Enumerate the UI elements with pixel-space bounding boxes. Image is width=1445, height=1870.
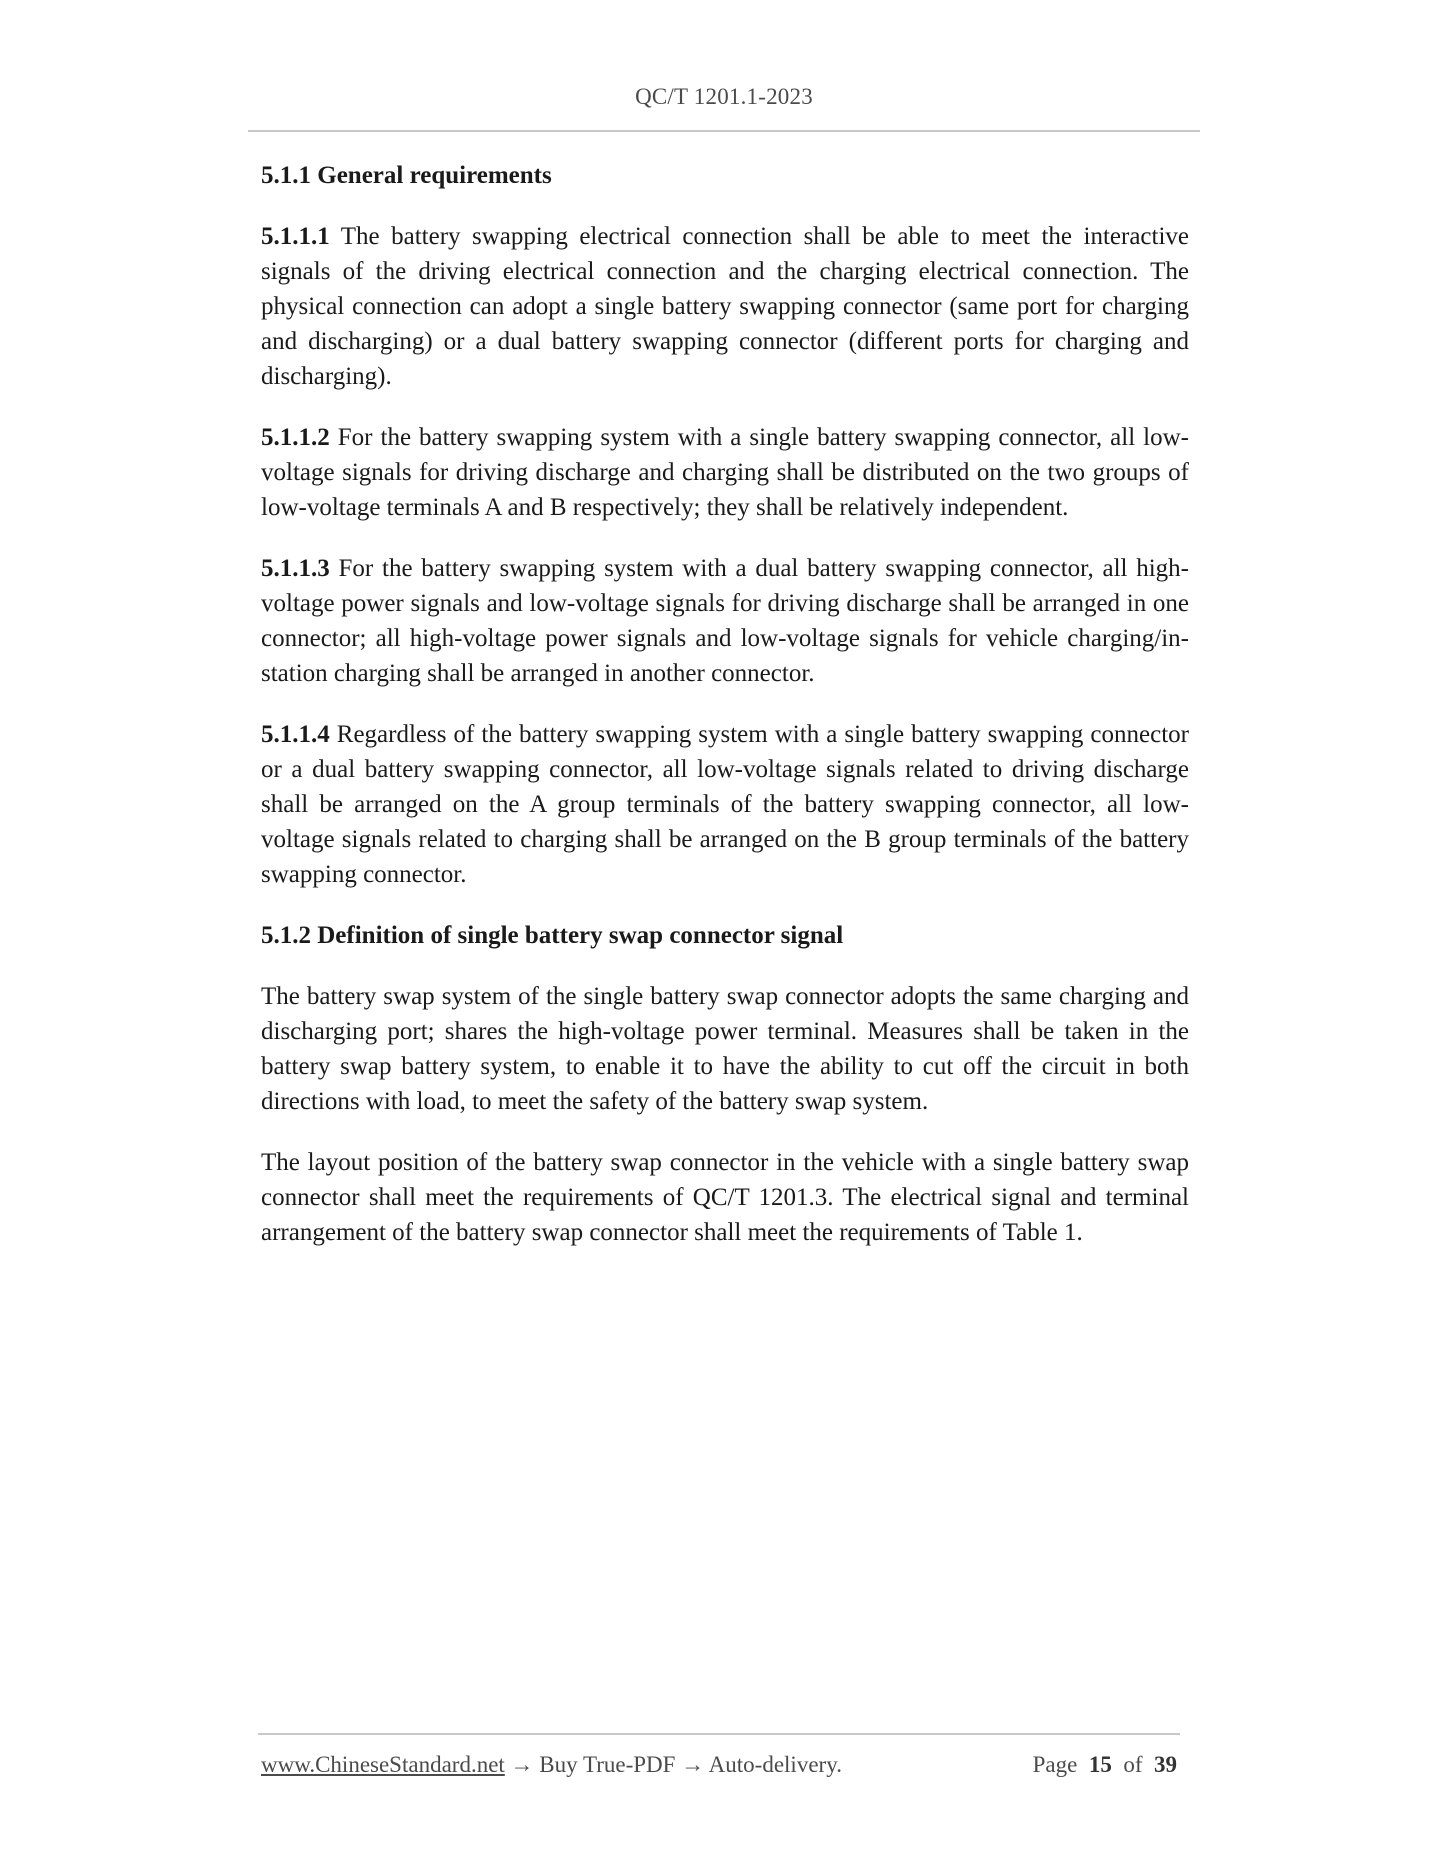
footer-promo: [261, 1752, 842, 1778]
paragraph-single-connector: The battery swap system of the single battery swap connector adopts the same charging and discharging port; shares the high-voltage power terminal. Measures shall be taken in the battery swap battery system, to enable it to have the ability to cut off the circuit in both directions with load, to meet the safety of the battery swap system.: [261, 983, 1189, 1115]
clause-5-1-1-4: [261, 717, 1189, 892]
page-footer: [261, 1752, 1180, 1784]
total-pages: 39: [1154, 1752, 1177, 1777]
arrow-icon: →: [504, 1752, 540, 1777]
clause-5-1-1-3: [261, 551, 1189, 691]
clause-number: 5.1.1.4: [261, 721, 330, 748]
clause-text: The battery swapping electrical connection shall be able to meet the interactive signals of the driving electrical connection and the charging electrical connection. The physical connection can adopt a single battery swapping connector (same port for charging and discharging) or a dual battery swapping connector (different ports for charging and discharging).: [261, 223, 1189, 390]
page-header-title: QC/T 1201.1-2023: [635, 84, 813, 109]
website-link[interactable]: www.ChineseStandard.net: [261, 1752, 505, 1777]
clause-text: Regardless of the battery swapping system with a single battery swapping connector or a dual battery swapping connector, all low-voltage signals related to driving discharge shall be arranged on the A group terminals of the battery swapping connector, all low-voltage signals related to charging shall be arranged on the B group terminals of the battery swapping connector.: [261, 721, 1189, 888]
section-heading-5-1-2: 5.1.2 Definition of single battery swap connector signal: [261, 922, 844, 949]
of-label: of: [1123, 1752, 1143, 1777]
arrow-icon: →: [675, 1752, 709, 1777]
page-label: Page: [1032, 1752, 1078, 1777]
clause-number: 5.1.1.1: [261, 223, 330, 250]
paragraph-layout-position: The layout position of the battery swap connector in the vehicle with a single battery swap connector shall meet the requirements of QC/T 1201.3. The electrical signal and terminal arrangement of the battery swap connector shall meet the requirements of Table 1.: [261, 1149, 1189, 1246]
header-divider: [248, 130, 1200, 132]
footer-divider: [258, 1733, 1180, 1735]
clause-5-1-1-2: [261, 420, 1189, 525]
page-content: [261, 158, 1189, 1276]
clause-text: For the battery swapping system with a dual battery swapping connector, all high-voltage power signals and low-voltage signals for driving discharge shall be arranged in one connector; all high-voltage power signals and low-voltage signals for vehicle charging/in-station charging shall be arranged in another connector.: [261, 555, 1189, 687]
auto-delivery-text: Auto-delivery.: [708, 1752, 842, 1777]
current-page: 15: [1088, 1752, 1112, 1777]
section-heading-5-1-1: 5.1.1 General requirements: [261, 162, 552, 189]
clause-number: 5.1.1.3: [261, 555, 330, 582]
buy-pdf-text: Buy True-PDF: [539, 1752, 676, 1777]
page-number: [1033, 1752, 1177, 1778]
clause-text: For the battery swapping system with a single battery swapping connector, all low-voltage signals for driving discharge and charging shall be distributed on the two groups of low-voltage terminals A and B respectively; they shall be relatively independent.: [261, 424, 1189, 521]
clause-5-1-1-1: [261, 219, 1189, 394]
clause-number: 5.1.1.2: [261, 424, 330, 451]
